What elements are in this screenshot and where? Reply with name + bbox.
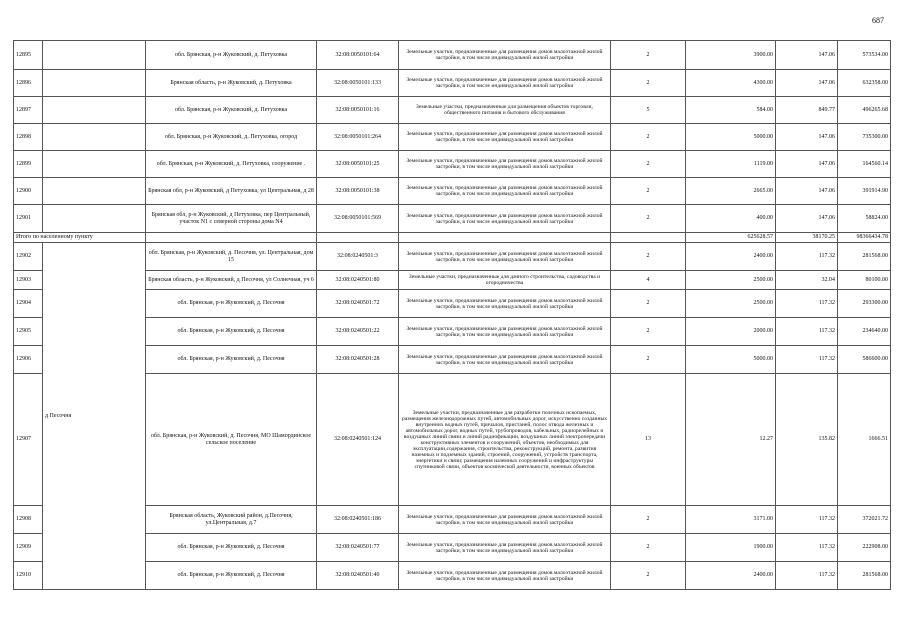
row-land-use: Земельные участки, предназначенные для размещения домов малоэтажной жилой застройки, в том числе индивидуальной жилой застройки <box>399 318 611 346</box>
row-address: Брянская область, Жуковский район, д.Песочня, ул.Центральная, д.7 <box>146 506 317 534</box>
row-group-code: 2 <box>611 41 686 70</box>
page-number: 687 <box>872 16 884 25</box>
row-cadastral-number: 32:08:0050101:16 <box>317 97 399 124</box>
row-cadastral-value: 281568.00 <box>838 562 891 590</box>
row-cadastral-number: 32:08:0240501:22 <box>317 318 399 346</box>
row-area: 2500.00 <box>686 271 776 290</box>
row-cadastral-value: 496265.68 <box>838 97 891 124</box>
row-cadastral-value: 632358.00 <box>838 70 891 97</box>
row-number: 12898 <box>14 124 43 151</box>
settlement-name: д Песочня <box>43 243 146 590</box>
row-area: 1900.00 <box>686 534 776 562</box>
row-rate: 849.77 <box>776 97 838 124</box>
total-label: Итого по населенному пункту <box>14 233 146 243</box>
table-row <box>14 271 891 290</box>
row-address: Брянская область, р-н Жуковский, д Песочня, ул Солнечная, уч 6 <box>146 271 317 290</box>
row-address: Брянская обл, р-н Жуковский, д Петуховка, пер Центральный, участок N1 с северной стороны дома N4 <box>146 205 317 233</box>
row-cadastral-value: 735300.00 <box>838 124 891 151</box>
row-rate: 135.82 <box>776 374 838 506</box>
row-address: обл. Брянская, р-н Жуковский, д. Песочня, ул. Центральная, дом 15 <box>146 243 317 271</box>
row-cadastral-number: 32:08:0240501:72 <box>317 290 399 318</box>
row-rate: 147.06 <box>776 151 838 178</box>
table-row <box>14 346 891 374</box>
row-group-code: 13 <box>611 374 686 506</box>
row-address: обл. Брянская, р-н Жуковский, д. Петуховка, сооружение . <box>146 151 317 178</box>
row-cadastral-value: 1666.51 <box>838 374 891 506</box>
table-row <box>14 534 891 562</box>
empty-cell <box>611 233 686 243</box>
row-cadastral-number: 32:08:0240501:80 <box>317 271 399 290</box>
row-number: 12908 <box>14 506 43 534</box>
row-land-use: Земельные участки, предназначенные для размещения домов малоэтажной жилой застройки, в том числе индивидуальной жилой застройки <box>399 205 611 233</box>
row-address: обл. Брянская, р-н Жуковский, д. Песочня <box>146 318 317 346</box>
row-address: обл. Брянская, р-н Жуковский, д. Песочня <box>146 562 317 590</box>
row-address: Брянская обл, р-н Жуковский, д Петуховка, ул Центральная, д 28 <box>146 178 317 205</box>
row-cadastral-number: 32:08:0050101:133 <box>317 70 399 97</box>
row-address: обл. Брянская, р-н Жуковский, д. Петуховка, огород <box>146 124 317 151</box>
row-group-code: 2 <box>611 151 686 178</box>
row-address: обл. Брянская, р-н Жуковский, д. Песочня <box>146 346 317 374</box>
row-rate: 117.32 <box>776 562 838 590</box>
row-cadastral-number: 32:08:0050101:38 <box>317 178 399 205</box>
row-group-code: 2 <box>611 346 686 374</box>
land-registry-table <box>13 40 891 590</box>
row-group-code: 2 <box>611 506 686 534</box>
row-cadastral-value: 222908.00 <box>838 534 891 562</box>
row-rate: 117.32 <box>776 290 838 318</box>
registry-body <box>14 41 891 590</box>
row-number: 12901 <box>14 205 43 233</box>
row-address: обл. Брянская, р-н Жуковский, д. Песочня, МО Шамординское сельское поселение <box>146 374 317 506</box>
table-row <box>14 243 891 271</box>
table-row <box>14 290 891 318</box>
row-rate: 147.06 <box>776 70 838 97</box>
table-row <box>14 70 891 97</box>
row-group-code: 2 <box>611 534 686 562</box>
row-number: 12907 <box>14 374 43 506</box>
row-cadastral-value: 573534.00 <box>838 41 891 70</box>
settlement-total-row <box>14 233 891 243</box>
empty-cell <box>146 233 317 243</box>
settlement-cell <box>43 97 146 124</box>
row-group-code: 2 <box>611 562 686 590</box>
row-land-use: Земельные участки, предназначенные для размещения домов малоэтажной жилой застройки, в том числе индивидуальной жилой застройки <box>399 506 611 534</box>
row-land-use: Земельные участки, предназначенные для разработки полезных ископаемых, размещения железнодорожных путей, автомобильных дорог, искусственно созданных внутренних водных путей, причалов, пристаней, полос отвода железных и автомобильных дорог, водных путей, трубопроводов, кабельных, радиорелейных и воздушных линий связи и линий радиофикации, воздушных линий электропередачи конструктивных элементов и сооружений, объектов, необходимых для эксплуатации,содержания, строительства, реконструкций, ремонта, развития наземных и подземных зданий, строений, сооружений, устройств транспорта, энергетики и связи; размещения наземных сооружений и инфраструктуры спутниковой связи, объектов космической деятельности, военных объектов <box>399 374 611 506</box>
total-value: 98366434.78 <box>838 233 891 243</box>
row-group-code: 2 <box>611 318 686 346</box>
row-area: 2000.00 <box>686 318 776 346</box>
row-rate: 147.06 <box>776 178 838 205</box>
row-cadastral-value: 391914.90 <box>838 178 891 205</box>
row-cadastral-number: 32:08:0050101:264 <box>317 124 399 151</box>
row-area: 1119.00 <box>686 151 776 178</box>
row-group-code: 2 <box>611 290 686 318</box>
row-number: 12903 <box>14 271 43 290</box>
row-rate: 147.06 <box>776 205 838 233</box>
settlement-cell <box>43 178 146 205</box>
row-area: 2500.00 <box>686 290 776 318</box>
row-cadastral-value: 293300.00 <box>838 290 891 318</box>
table-row <box>14 178 891 205</box>
row-cadastral-number: 32:08:0240501:186 <box>317 506 399 534</box>
settlement-cell <box>43 151 146 178</box>
row-address: обл. Брянская, р-н Жуковский, д. Песочня <box>146 290 317 318</box>
row-number: 12895 <box>14 41 43 70</box>
table-row <box>14 205 891 233</box>
row-area: 2665.00 <box>686 178 776 205</box>
row-area: 400.00 <box>686 205 776 233</box>
settlement-cell <box>43 41 146 70</box>
table-row <box>14 41 891 70</box>
row-area: 2400.00 <box>686 562 776 590</box>
row-cadastral-number: 32:08:0050101:64 <box>317 41 399 70</box>
row-address: обл. Брянская, р-н Жуковский, д. Песочня <box>146 534 317 562</box>
total-rate: 38170.25 <box>776 233 838 243</box>
row-rate: 117.32 <box>776 243 838 271</box>
row-cadastral-number: 32:08:0050101:25 <box>317 151 399 178</box>
total-area: 625628.57 <box>686 233 776 243</box>
row-land-use: Земельные участки, предназначенные для размещения домов малоэтажной жилой застройки, в том числе индивидуальной жилой застройки <box>399 178 611 205</box>
row-group-code: 2 <box>611 178 686 205</box>
row-address: обл. Брянская, р-н Жуковский, д. Петуховка <box>146 97 317 124</box>
row-group-code: 2 <box>611 243 686 271</box>
row-area: 5000.00 <box>686 346 776 374</box>
row-cadastral-number: 32:08:0240501:3 <box>317 243 399 271</box>
row-number: 12900 <box>14 178 43 205</box>
table-row <box>14 506 891 534</box>
row-area: 2400.00 <box>686 243 776 271</box>
row-land-use: Земельные участки, предназначенные для размещения домов малоэтажной жилой застройки, в том числе индивидуальной жилой застройки <box>399 346 611 374</box>
row-cadastral-number: 32:08:0240501:28 <box>317 346 399 374</box>
row-group-code: 5 <box>611 97 686 124</box>
row-area: 5000.00 <box>686 124 776 151</box>
row-cadastral-value: 234640.00 <box>838 318 891 346</box>
row-land-use: Земельные участки, предназначенные для размещения домов малоэтажной жилой застройки, в том числе индивидуальной жилой застройки <box>399 534 611 562</box>
row-cadastral-value: 164560.14 <box>838 151 891 178</box>
row-cadastral-number: 32:08:0240501:124 <box>317 374 399 506</box>
row-rate: 117.32 <box>776 506 838 534</box>
empty-cell <box>399 233 611 243</box>
row-rate: 117.32 <box>776 318 838 346</box>
row-number: 12910 <box>14 562 43 590</box>
row-rate: 117.32 <box>776 346 838 374</box>
row-area: 3900.00 <box>686 41 776 70</box>
row-rate: 147.06 <box>776 124 838 151</box>
row-cadastral-number: 32:08:0240501:77 <box>317 534 399 562</box>
row-address: Брянская область, р-н Жуковский, д. Петуховка <box>146 70 317 97</box>
settlement-cell <box>43 70 146 97</box>
row-area: 3171.00 <box>686 506 776 534</box>
empty-cell <box>317 233 399 243</box>
table-row <box>14 318 891 346</box>
table-row <box>14 124 891 151</box>
row-land-use: Земельные участки, предназначенные для размещения домов малоэтажной жилой застройки, в том числе индивидуальной жилой застройки <box>399 41 611 70</box>
row-cadastral-value: 281568.00 <box>838 243 891 271</box>
row-area: 4300.00 <box>686 70 776 97</box>
row-cadastral-value: 586600.00 <box>838 346 891 374</box>
table-row <box>14 562 891 590</box>
row-land-use: Земельные участки, предназначенные для размещения домов малоэтажной жилой застройки, в том числе индивидуальной жилой застройки <box>399 70 611 97</box>
row-number: 12899 <box>14 151 43 178</box>
row-land-use: Земельные участки, предназначенные для размещения домов малоэтажной жилой застройки, в том числе индивидуальной жилой застройки <box>399 243 611 271</box>
row-land-use: Земельные участки, предназначенные для размещения домов малоэтажной жилой застройки, в том числе индивидуальной жилой застройки <box>399 562 611 590</box>
row-address: обл. Брянская, р-н Жуковский, д. Петуховка <box>146 41 317 70</box>
table-row <box>14 374 891 506</box>
row-number: 12905 <box>14 318 43 346</box>
row-number: 12897 <box>14 97 43 124</box>
row-cadastral-number: 32:08:0050101:569 <box>317 205 399 233</box>
row-number: 12902 <box>14 243 43 271</box>
row-land-use: Земельные участки, предназначенные для размещения домов малоэтажной жилой застройки, в том числе индивидуальной жилой застройки <box>399 151 611 178</box>
row-cadastral-number: 32:08:0240501:40 <box>317 562 399 590</box>
row-number: 12904 <box>14 290 43 318</box>
row-land-use: Земельные участки, предназначенные для дачного строительства, садоводства и огородничества <box>399 271 611 290</box>
row-number: 12906 <box>14 346 43 374</box>
table-row <box>14 151 891 178</box>
row-number: 12909 <box>14 534 43 562</box>
row-rate: 147.06 <box>776 41 838 70</box>
row-cadastral-value: 58824.00 <box>838 205 891 233</box>
row-group-code: 2 <box>611 70 686 97</box>
row-land-use: Земельные участки, предназначенные для размещения объектов торговли, общественного питания и бытового обслуживания <box>399 97 611 124</box>
table-row <box>14 97 891 124</box>
row-area: 12.27 <box>686 374 776 506</box>
row-group-code: 2 <box>611 205 686 233</box>
settlement-cell <box>43 124 146 151</box>
row-rate: 32.04 <box>776 271 838 290</box>
row-group-code: 4 <box>611 271 686 290</box>
row-number: 12896 <box>14 70 43 97</box>
row-land-use: Земельные участки, предназначенные для размещения домов малоэтажной жилой застройки, в том числе индивидуальной жилой застройки <box>399 124 611 151</box>
row-area: 584.00 <box>686 97 776 124</box>
row-land-use: Земельные участки, предназначенные для размещения домов малоэтажной жилой застройки, в том числе индивидуальной жилой застройки <box>399 290 611 318</box>
row-cadastral-value: 372021.72 <box>838 506 891 534</box>
settlement-cell <box>43 205 146 233</box>
row-rate: 117.32 <box>776 534 838 562</box>
row-group-code: 2 <box>611 124 686 151</box>
row-cadastral-value: 80100.00 <box>838 271 891 290</box>
